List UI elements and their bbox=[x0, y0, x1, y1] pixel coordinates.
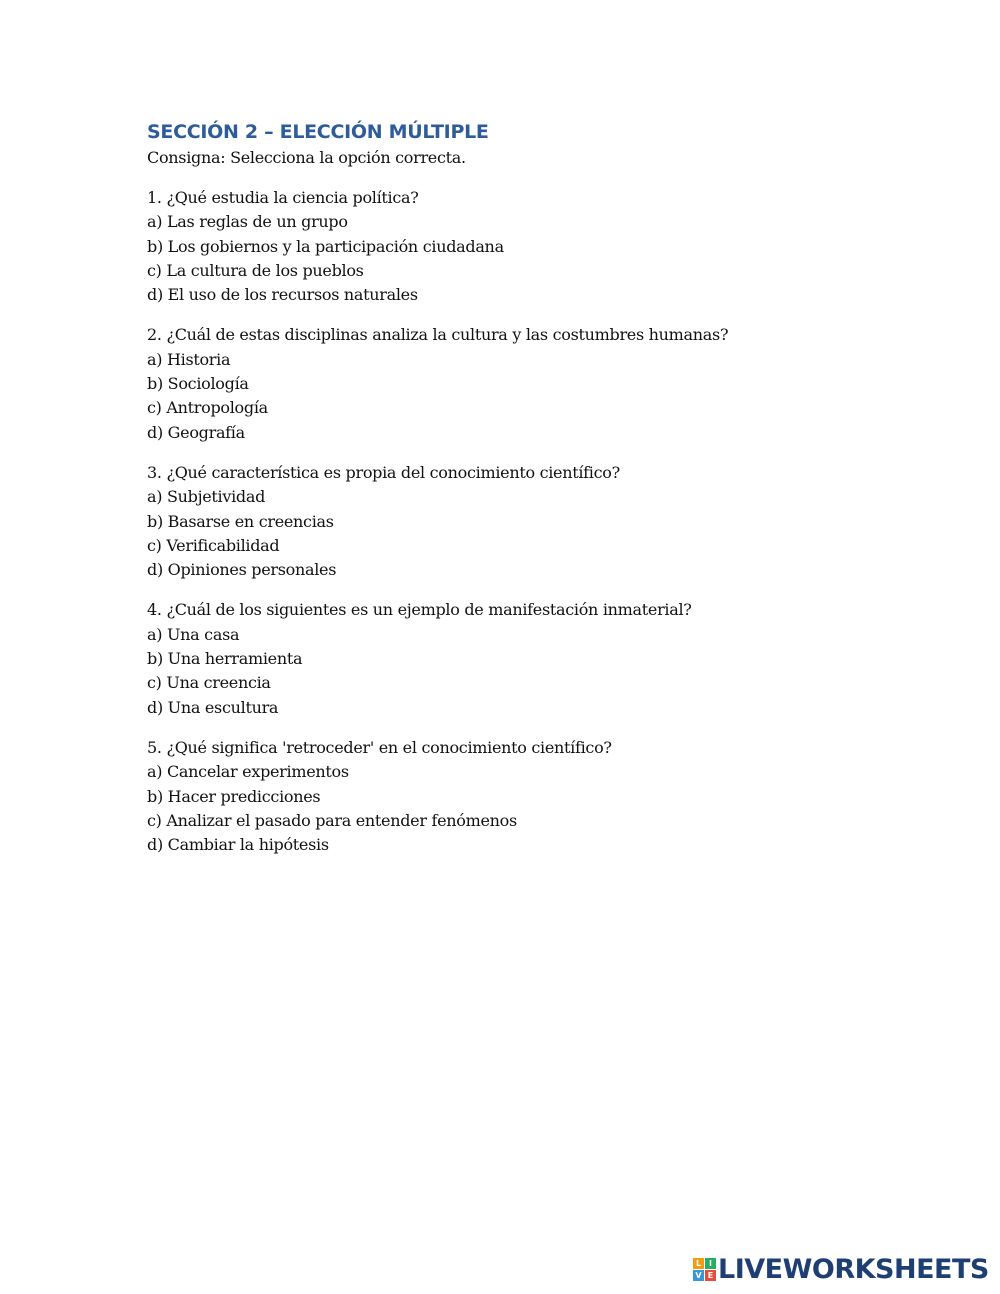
instruction-text: Consigna: Selecciona la opción correcta. bbox=[147, 148, 466, 167]
option-d[interactable]: d) Una escultura bbox=[147, 697, 279, 717]
option-a[interactable]: a) Las reglas de un grupo bbox=[147, 212, 348, 232]
logo-text: LIVEWORKSHEETS bbox=[718, 1253, 989, 1285]
question-3 bbox=[147, 461, 947, 582]
question-4 bbox=[147, 598, 947, 719]
liveworksheets-logo bbox=[693, 1254, 989, 1284]
option-c[interactable]: c) Analizar el pasado para entender fenómenos bbox=[147, 810, 517, 830]
option-a[interactable]: a) Cancelar experimentos bbox=[147, 762, 349, 782]
question-1 bbox=[147, 186, 947, 307]
option-a[interactable]: a) Historia bbox=[147, 349, 231, 369]
question-text: 4. ¿Cuál de los siguientes es un ejemplo de manifestación inmaterial? bbox=[147, 600, 692, 620]
option-b[interactable]: b) Los gobiernos y la participación ciudadana bbox=[147, 236, 504, 256]
logo-mark-v: V bbox=[693, 1270, 704, 1281]
option-c[interactable]: c) La cultura de los pueblos bbox=[147, 260, 364, 280]
worksheet-content bbox=[147, 118, 947, 873]
option-b[interactable]: b) Basarse en creencias bbox=[147, 511, 334, 531]
question-5 bbox=[147, 736, 947, 857]
section-title: SECCIÓN 2 – ELECCIÓN MÚLTIPLE bbox=[147, 121, 489, 143]
question-text: 1. ¿Qué estudia la ciencia política? bbox=[147, 188, 419, 207]
option-a[interactable]: a) Subjetividad bbox=[147, 487, 266, 507]
question-text: 3. ¿Qué característica es propia del conocimiento científico? bbox=[147, 462, 620, 482]
option-b[interactable]: b) Hacer predicciones bbox=[147, 786, 321, 806]
logo-mark-i: I bbox=[705, 1258, 716, 1269]
option-b[interactable]: b) Una herramienta bbox=[147, 649, 303, 669]
logo-mark-e: E bbox=[705, 1270, 716, 1281]
option-d[interactable]: d) Cambiar la hipótesis bbox=[147, 835, 329, 855]
question-text: 5. ¿Qué significa 'retroceder' en el conocimiento científico? bbox=[147, 737, 612, 757]
question-text: 2. ¿Cuál de estas disciplinas analiza la cultura y las costumbres humanas? bbox=[147, 325, 729, 345]
option-d[interactable]: d) El uso de los recursos naturales bbox=[147, 285, 418, 305]
option-c[interactable]: c) Verificabilidad bbox=[147, 535, 280, 555]
option-c[interactable]: c) Antropología bbox=[147, 398, 268, 418]
option-b[interactable]: b) Sociología bbox=[147, 374, 249, 394]
option-d[interactable]: d) Geografía bbox=[147, 422, 245, 442]
option-c[interactable]: c) Una creencia bbox=[147, 673, 271, 693]
liveworksheets-logo-icon bbox=[693, 1258, 716, 1281]
option-d[interactable]: d) Opiniones personales bbox=[147, 560, 337, 580]
logo-mark-l: L bbox=[693, 1258, 704, 1269]
option-a[interactable]: a) Una casa bbox=[147, 624, 240, 644]
question-2 bbox=[147, 323, 947, 444]
